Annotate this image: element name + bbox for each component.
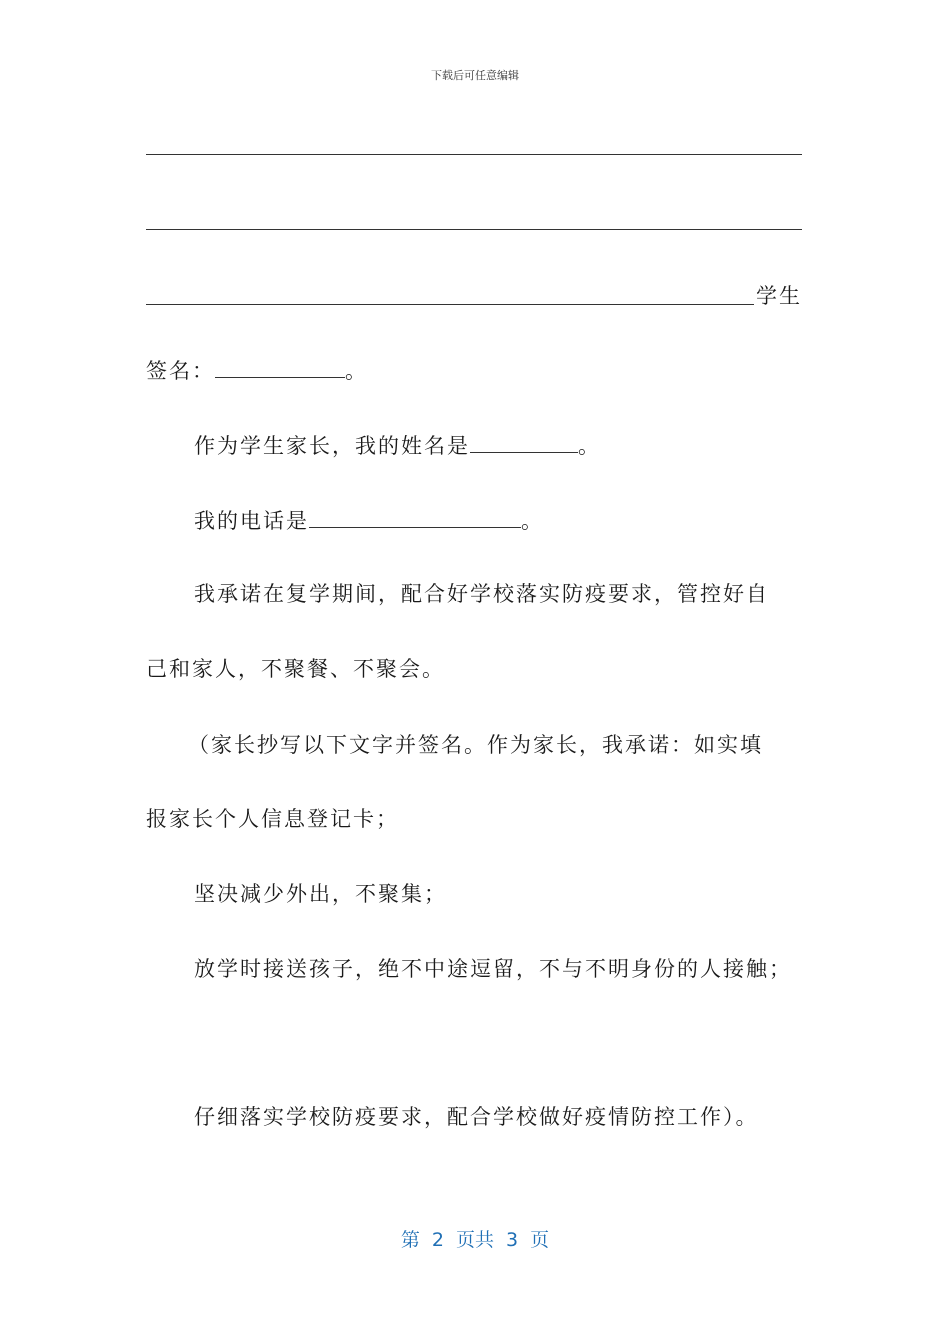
blank-line-1 [146, 154, 802, 155]
promise-paragraph-line2: 己和家人，不聚餐、不聚会。 [146, 657, 445, 681]
commitment-item-2: 放学时接送孩子，绝不中途逗留，不与不明身份的人接触； [194, 957, 792, 981]
copy-instruction-line1: （家长抄写以下文字并签名。作为家长，我承诺：如实填 [188, 733, 763, 757]
blank-line-3 [146, 304, 754, 305]
promise-paragraph-line1: 我承诺在复学期间，配合好学校落实防疫要求，管控好自 [194, 582, 769, 606]
commitment-item-1: 坚决减少外出，不聚集； [194, 882, 447, 906]
page-number-footer: 第 2 页共 3 页 [400, 1229, 550, 1251]
parent-name-end: 。 [578, 434, 601, 458]
student-sign-label: 签名： [146, 359, 215, 383]
phone-line [194, 507, 544, 535]
phone-blank[interactable] [309, 507, 521, 528]
parent-name-blank[interactable] [470, 432, 578, 453]
copy-instruction-line2: 报家长个人信息登记卡； [146, 807, 399, 831]
student-signature-blank[interactable] [215, 357, 345, 378]
phone-end: 。 [521, 509, 544, 533]
parent-name-label: 作为学生家长，我的姓名是 [194, 434, 470, 458]
student-signature-line [146, 357, 368, 385]
blank-line-2 [146, 229, 802, 230]
student-sign-suffix: 学生 [756, 284, 802, 308]
phone-label: 我的电话是 [194, 509, 309, 533]
page-header: 下载后可任意编辑 [431, 69, 519, 82]
student-sign-end: 。 [345, 359, 368, 383]
commitment-item-3: 仔细落实学校防疫要求，配合学校做好疫情防控工作）。 [194, 1105, 759, 1129]
parent-name-line [194, 432, 601, 460]
